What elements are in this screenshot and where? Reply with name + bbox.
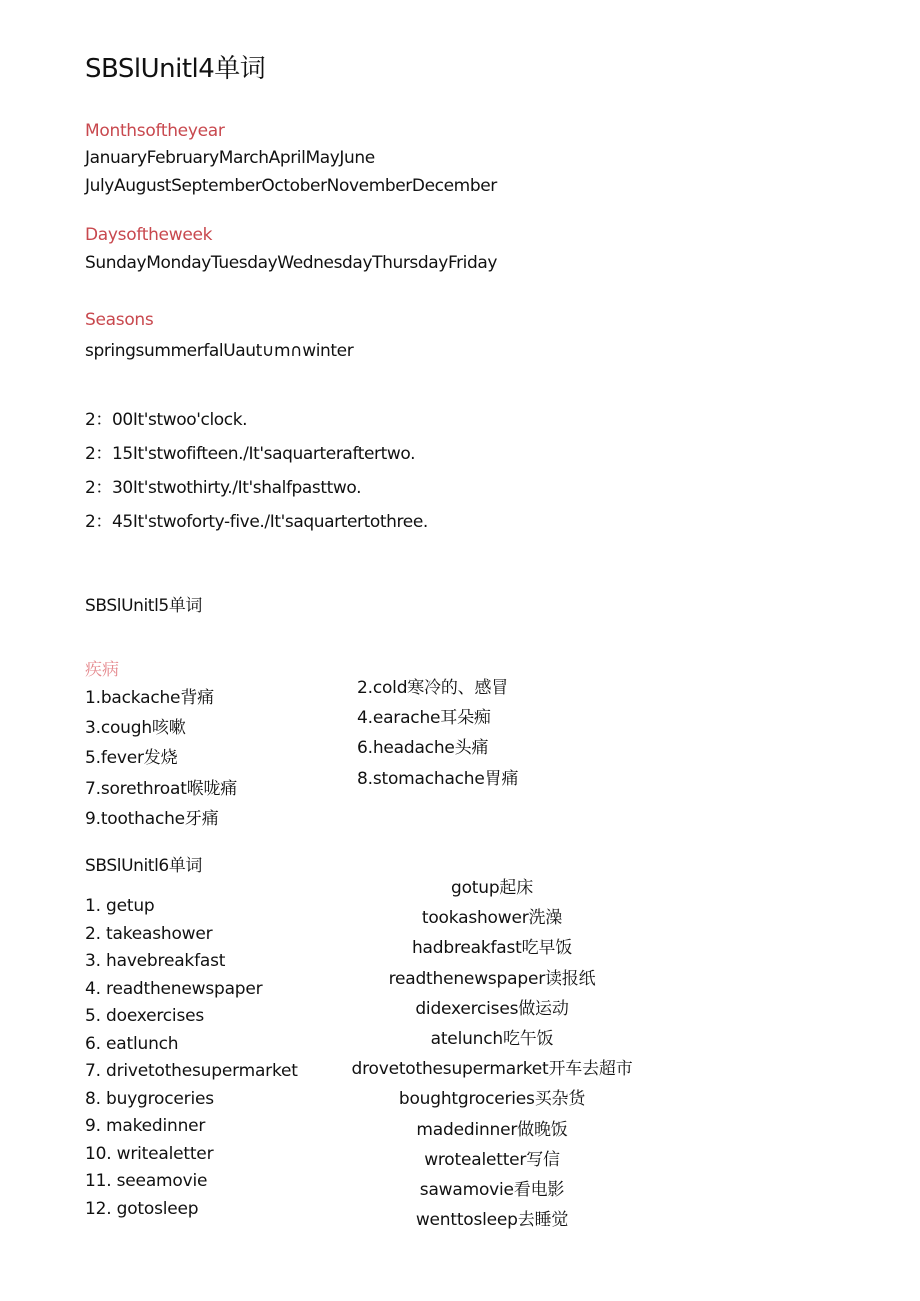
months-line-2: JulyAugustSeptemberOctoberNovemberDecember [85, 176, 497, 196]
time-line: 2：00It'stwoo'clock. [85, 410, 248, 430]
list-item: atelunch吃午饭 [430, 1028, 554, 1049]
list-item: 8.stomachache胃痛 [357, 768, 519, 789]
list-item: readthenewspaper读报纸 [388, 968, 596, 989]
list-item: 2.cold寒冷的、感冒 [357, 678, 509, 698]
list-item: 5.fever发烧 [85, 748, 178, 769]
unit5-left-list [85, 683, 238, 829]
list-item: 7. drivetothesupermarket [85, 1061, 298, 1081]
list-item: wrotealetter写信 [424, 1149, 560, 1170]
unit5-heading: 疾病 [85, 660, 119, 680]
list-item: 2. takeashower [85, 923, 213, 944]
list-item: 6. eatlunch [85, 1033, 179, 1054]
list-item: 3.cough咳嗽 [85, 718, 186, 739]
page-title: SBSlUnitl4单词 [85, 54, 266, 84]
list-item: wenttosleep去睡觉 [415, 1210, 569, 1231]
list-item: hadbreakfast吃早饭 [411, 938, 573, 959]
list-item: tookashower洗澡 [421, 908, 563, 929]
unit6-title: SBSlUnitl6单词 [85, 856, 203, 876]
list-item: 4.earache耳朵痴 [357, 708, 491, 729]
unit5-right-list [357, 673, 518, 794]
list-item: 1. getup [85, 896, 155, 916]
list-item: 8. buygroceries [85, 1088, 214, 1109]
list-item: 3. havebreakfast [85, 951, 226, 971]
months-heading: Monthsoftheyear [85, 121, 225, 141]
time-line: 2：30It'stwothirty./It'shalfpasttwo. [85, 478, 362, 498]
list-item: 5. doexercises [85, 1006, 205, 1026]
time-line: 2：45It'stwoforty-five./It'saquartertothree. [85, 512, 428, 532]
list-item: 9.toothache牙痛 [85, 808, 219, 829]
list-item: boughtgroceries买杂货 [398, 1089, 586, 1110]
unit5-title: SBSlUnitl5单词 [85, 596, 203, 616]
days-line-1: SundayMondayTuesdayWednesdayThursdayFriday [85, 253, 498, 273]
list-item: 6.headache头痛 [357, 738, 489, 759]
list-item: madedinner做晚饭 [416, 1119, 568, 1140]
list-item: didexercises做运动 [415, 998, 569, 1019]
unit6-right-list [342, 873, 642, 1235]
list-item: sawamovie看电影 [419, 1179, 565, 1200]
list-item: 1.backache背痛 [85, 688, 214, 708]
list-item: gotup起床 [450, 878, 534, 898]
list-item: 9. makedinner [85, 1116, 206, 1136]
list-item: 4. readthenewspaper [85, 978, 263, 999]
list-item: 11. seeamovie [85, 1171, 208, 1191]
unit6-left-list [85, 893, 298, 1223]
list-item: 10. writealetter [85, 1143, 214, 1164]
seasons-line-1: springsummerfalUaut∪m∩winter [85, 341, 354, 361]
time-line: 2：15It'stwofifteen./It'saquarteraftertwo. [85, 444, 416, 464]
list-item: drovetothesupermarket开车去超市 [351, 1059, 633, 1080]
seasons-heading: Seasons [85, 310, 154, 330]
list-item: 12. gotosleep [85, 1198, 199, 1219]
list-item: 7.sorethroat喉咙痛 [85, 778, 238, 799]
days-heading: Daysoftheweek [85, 225, 213, 245]
months-line-1: JanuaryFebruaryMarchAprilMayJune [85, 148, 375, 168]
